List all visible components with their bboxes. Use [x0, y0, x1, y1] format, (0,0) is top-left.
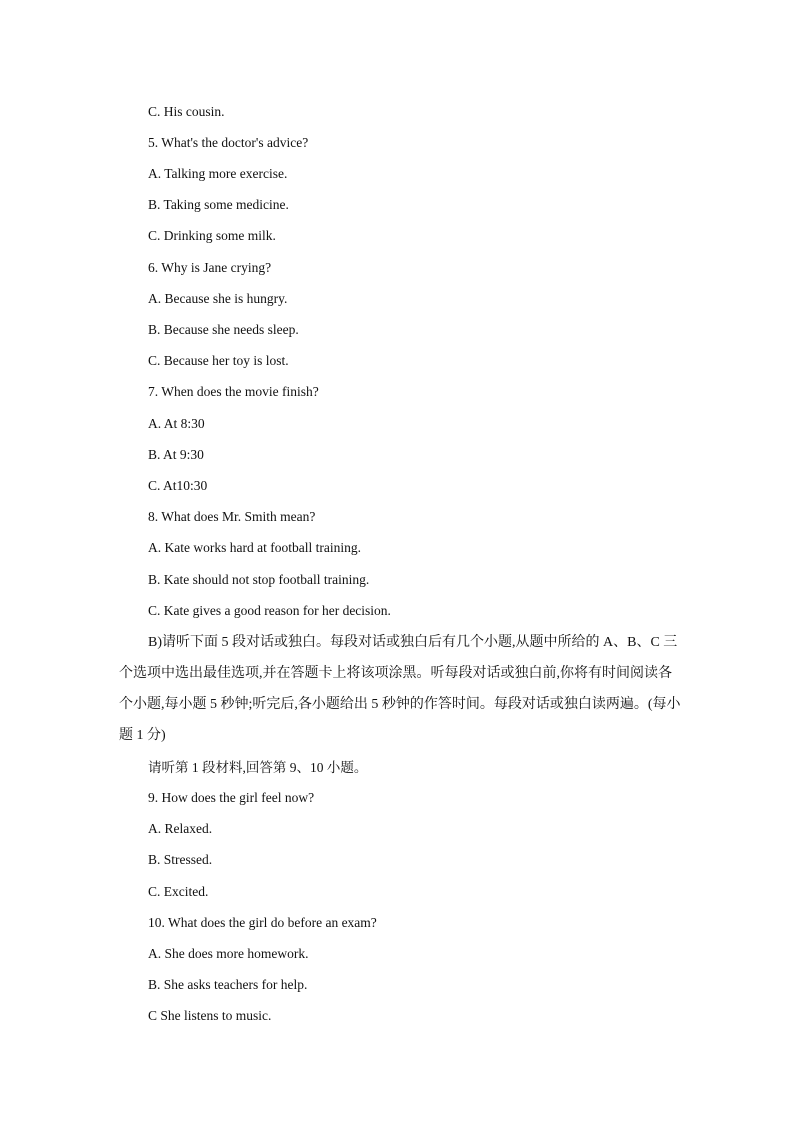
question-9: 9. How does the girl feel now? — [148, 790, 315, 805]
material-1-instruction: 请听第 1 段材料,回答第 9、10 小题。 — [148, 760, 368, 775]
option-6b: B. Because she needs sleep. — [148, 322, 299, 337]
question-6: 6. Why is Jane crying? — [148, 260, 272, 275]
option-7a: A. At 8:30 — [148, 416, 205, 431]
option-5b: B. Taking some medicine. — [148, 197, 289, 212]
option-4c: C. His cousin. — [148, 104, 225, 119]
option-8b: B. Kate should not stop football training. — [148, 572, 370, 587]
option-9b: B. Stressed. — [148, 852, 213, 867]
option-5a: A. Talking more exercise. — [148, 166, 288, 181]
option-10c: C She listens to music. — [148, 1008, 272, 1023]
option-5c: C. Drinking some milk. — [148, 228, 276, 243]
section-b-instructions: B)请听下面 5 段对话或独白。每段对话或独白后有几个小题,从题中所给的 A、B、C 三个选项中选出最佳选项,并在答题卡上将该项涂黑。听每段对话或独白前,你将有时间阅读各个小题,每小题 5 秒钟;听完后,各小题给出 5 秒钟的作答时间。每段对话或独白读两遍。(每小题 1 分) — [119, 635, 681, 743]
question-8: 8. What does Mr. Smith mean? — [148, 509, 316, 524]
option-8c: C. Kate gives a good reason for her decision. — [148, 603, 391, 618]
option-6c: C. Because her toy is lost. — [148, 353, 289, 368]
option-10a: A. She does more homework. — [148, 946, 309, 961]
option-6a: A. Because she is hungry. — [148, 291, 288, 306]
option-9a: A. Relaxed. — [148, 821, 213, 836]
question-10: 10. What does the girl do before an exam? — [148, 915, 377, 930]
option-7c: C. At10:30 — [148, 478, 208, 493]
option-9c: C. Excited. — [148, 884, 209, 899]
option-10b: B. She asks teachers for help. — [148, 977, 308, 992]
question-7: 7. When does the movie finish? — [148, 384, 319, 399]
option-7b: B. At 9:30 — [148, 447, 204, 462]
option-8a: A. Kate works hard at football training. — [148, 540, 361, 555]
question-5: 5. What's the doctor's advice? — [148, 135, 309, 150]
